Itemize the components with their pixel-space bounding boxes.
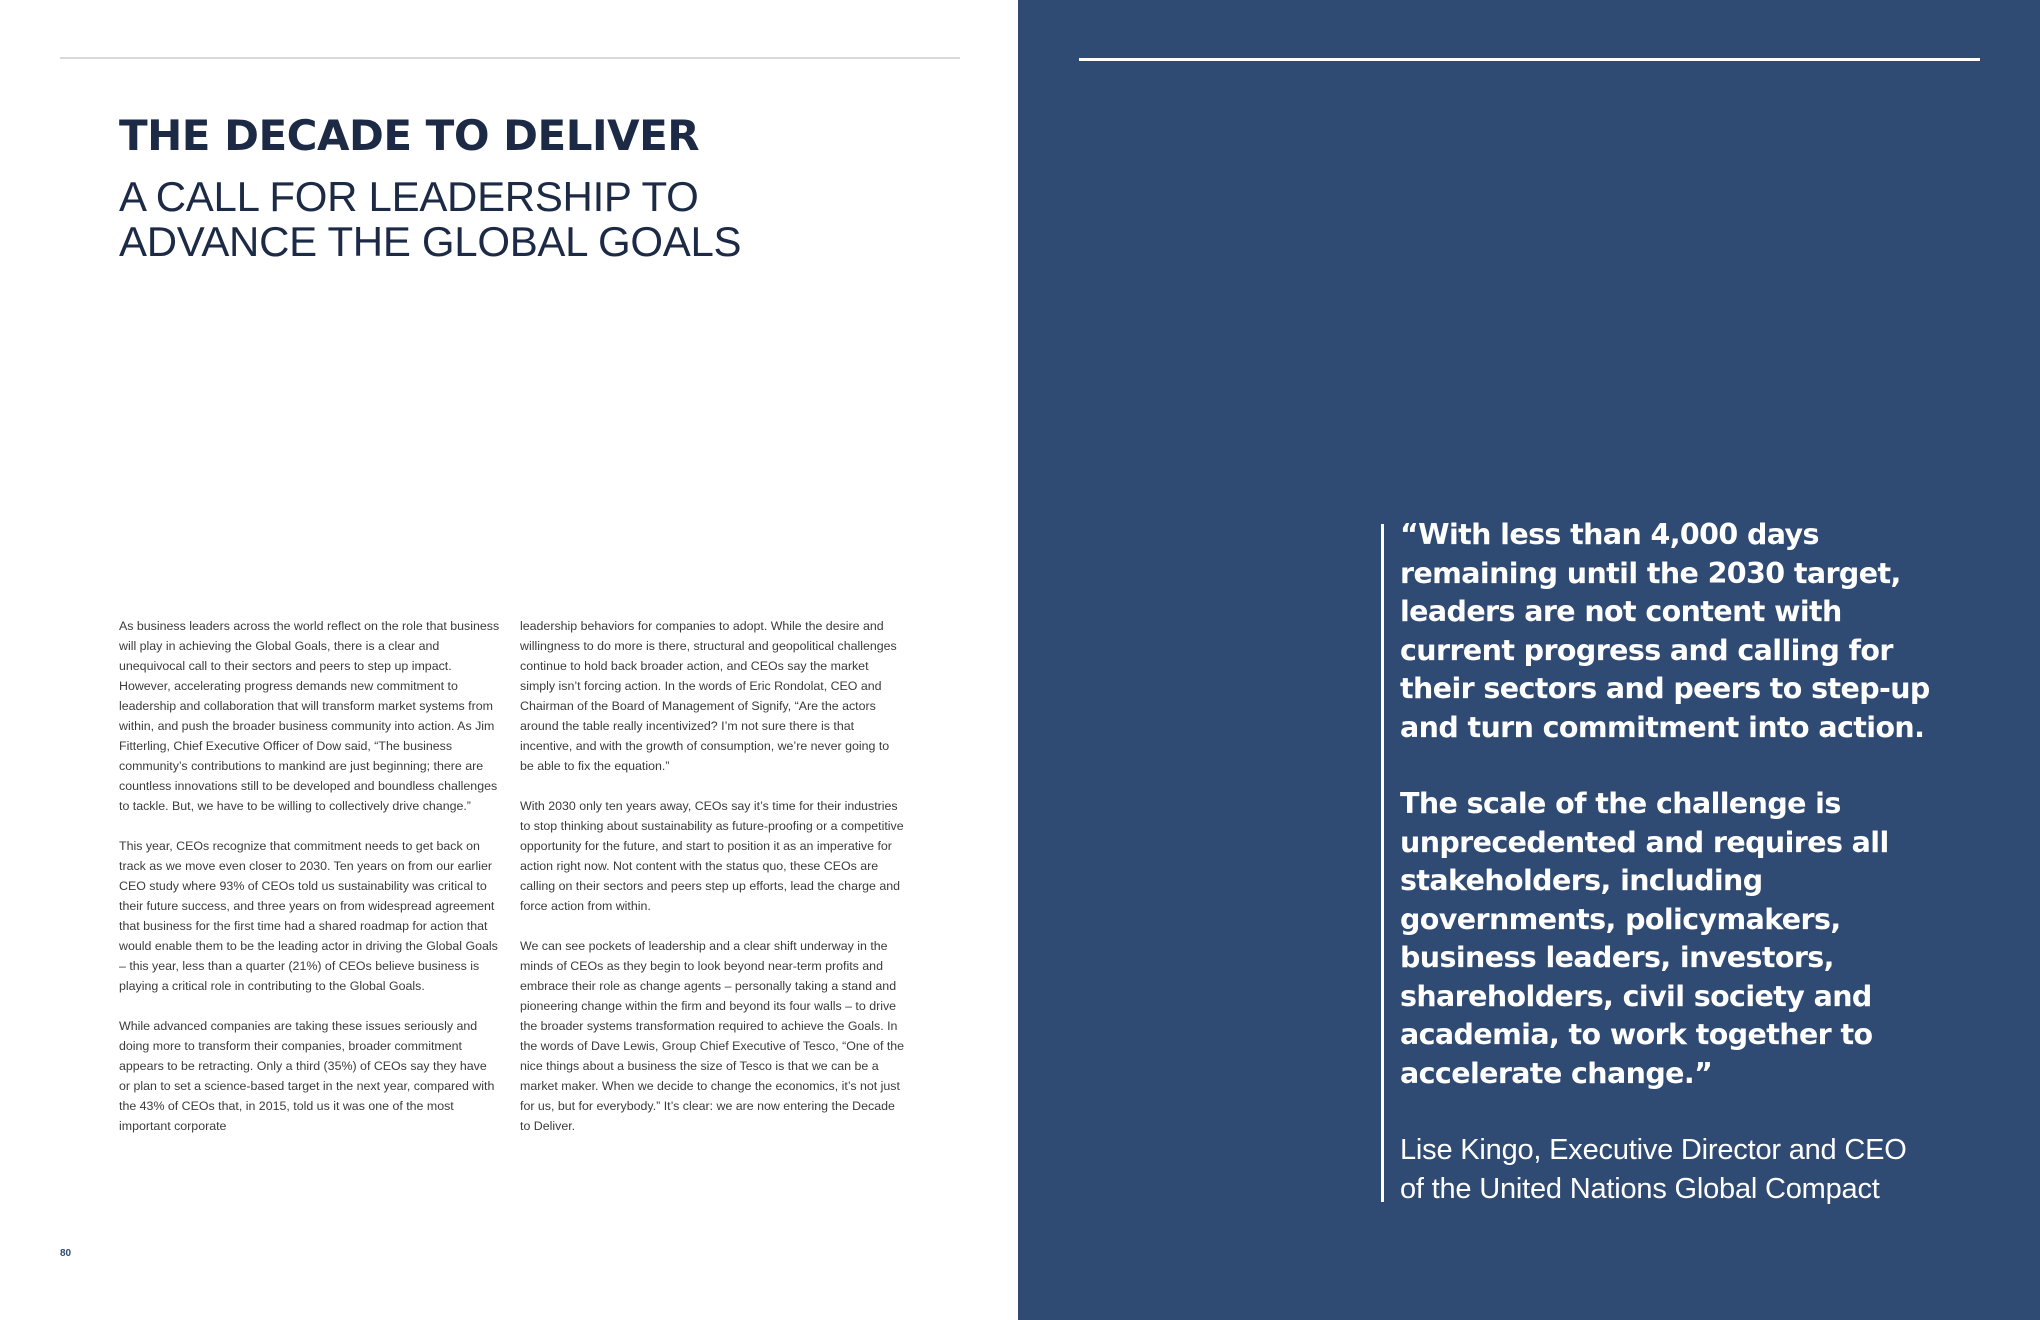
body-paragraph: With 2030 only ten years away, CEOs say it’s time for their industries to stop thinking about sustainability as future-proofing or a competitive opportunity for the future, and start to position it as an imperative for action right now. Not content with the status quo, these CEOs are calling on their sectors and peers step up efforts, lead the charge and force action from within. — [520, 799, 904, 913]
top-divider-left — [60, 57, 960, 59]
body-paragraph: This year, CEOs recognize that commitment needs to get back on track as we move even closer to 2030. Ten years on from our earlier CEO study where 93% of CEOs told us sustainability was critical to their future success, and three years on from widespread agreement that business for the first time had a shared roadmap for action that would enable them to be the leading actor in driving the Global Goals – this year, less than a quarter (21%) of CEOs believe business is playing a critical role in contributing to the Global Goals. — [119, 839, 498, 993]
body-paragraph: As business leaders across the world reflect on the role that business will play in achieving the Global Goals, there is a clear and unequivocal call to their sectors and peers to step up impact. However, accelerating progress demands new commitment to leadership and collaboration that will transform market systems from within, and push the broader business community into action. As Jim Fitterling, Chief Executive Officer of Dow said, “The business community’s contributions to mankind are just beginning; there are countless innovations still to be developed and boundless challenges to tackle. But, we have to be willing to collectively drive change.” — [119, 619, 500, 813]
body-column-1 — [119, 616, 501, 1156]
section-subtitle-line-1: A CALL FOR LEADERSHIP TO — [119, 173, 699, 220]
top-divider-right — [1079, 58, 1980, 61]
section-heading — [119, 110, 919, 264]
quote-accent-bar — [1381, 524, 1384, 1202]
quote-paragraph-1: “With less than 4,000 days remaining until the 2030 target, leaders are not content with current progress and calling for their sectors and peers to step-up and turn commitment into action. — [1400, 518, 1930, 744]
attribution-line-2: of the United Nations Global Compact — [1400, 1173, 1880, 1205]
quote-panel — [1018, 0, 2040, 1320]
left-page — [0, 0, 1018, 1320]
pull-quote — [1400, 516, 1960, 1209]
attribution-line-1: Lise Kingo, Executive Director and CEO — [1400, 1134, 1907, 1166]
section-subtitle — [119, 174, 919, 264]
body-paragraph: While advanced companies are taking these issues seriously and doing more to transform their companies, broader commitment appears to be retracting. Only a third (35%) of CEOs say they have or plan to set a science-based target in the next year, compared with the 43% of CEOs that, in 2015, told us it was one of the most important corporate — [119, 1019, 495, 1133]
quote-attribution — [1400, 1131, 1960, 1209]
page-number: 80 — [60, 1248, 72, 1259]
section-title: THE DECADE TO DELIVER — [119, 111, 700, 160]
body-paragraph: leadership behaviors for companies to adopt. While the desire and willingness to do more is there, structural and geopolitical challenges continue to hold back broader action, and CEOs say the market simply isn’t forcing action. In the words of Eric Rondolat, CEO and Chairman of the Board of Management of Signify, “Are the actors around the table really incentivized? I’m not sure there is that incentive, and with the growth of consumption, we’re never going to be able to fix the equation.” — [520, 619, 897, 773]
quote-paragraph-2: The scale of the challenge is unprecedented and requires all stakeholders, including governments, policymakers, business leaders, investors, shareholders, civil society and academia, to work together to accelerate change.” — [1400, 787, 1889, 1090]
body-column-2 — [520, 616, 905, 1156]
body-paragraph: We can see pockets of leadership and a clear shift underway in the minds of CEOs as they begin to look beyond near-term profits and embrace their role as change agents – personally taking a stand and pioneering change within the firm and beyond its four walls – to drive the broader systems transformation required to achieve the Goals. In the words of Dave Lewis, Group Chief Executive of Tesco, “One of the nice things about a business the size of Tesco is that we can be a market maker. When we decide to change the economics, it’s not just for us, but for everybody.” It’s clear: we are now entering the Decade to Deliver. — [520, 939, 905, 1133]
section-subtitle-line-2: ADVANCE THE GLOBAL GOALS — [119, 218, 742, 265]
